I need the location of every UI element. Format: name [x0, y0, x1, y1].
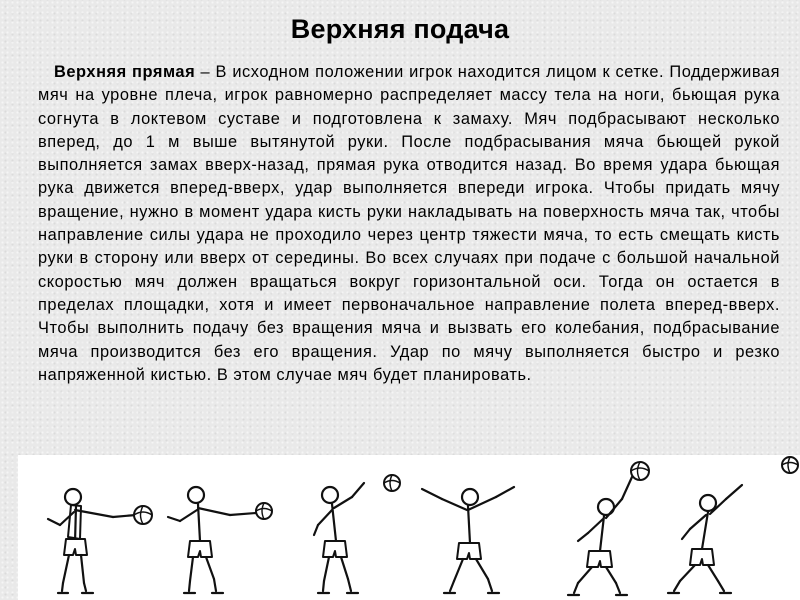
player-figure-4 — [422, 487, 514, 593]
ball-2 — [256, 503, 272, 519]
player-figure-6 — [668, 485, 742, 593]
ball-6 — [782, 457, 798, 473]
serve-sequence-illustration — [18, 455, 800, 600]
player-figure-3 — [314, 483, 364, 593]
slide-title: Верхняя подача — [290, 14, 510, 44]
player-figure-2 — [168, 487, 256, 593]
ball-3 — [384, 475, 400, 491]
body-paragraph — [38, 61, 780, 387]
player-figure-1 — [48, 489, 136, 593]
ball-1 — [134, 506, 152, 524]
serve-sequence-drawing — [18, 455, 800, 600]
player-figure-5 — [568, 477, 632, 595]
ball-5 — [631, 462, 649, 480]
paragraph-text: – В исходном положении игрок находится лицом к сетке. Поддерживая мяч на уровне плеча, игрок равномерно распределяет массу тела на ноги, бьющая рука согнута в локтевом суставе и подготовлена к замаху. Мяч подбрасывают несколько вперед, до 1 м выше вытянутой руки. После подбрасывания мяча бьющей рукой выполняется замах вверх-назад, прямая рука отводится назад. Во время удара бьющая рука движется вперед-вверх, удар выполняется впереди игрока. Чтобы придать мячу вращение, нужно в момент удара кисть руки накладывать на поверхность мяча так, чтобы направление силы удара не проходило через центр тяжести мяча, то есть смещать кисть руки в сторону или вверх от середины. Во всех случаях при подаче с большой начальной скоростью мяч должен вращаться вокруг горизонтальной оси. Тогда он остается в пределах площадки, хотя и имеет первоначальное направление полета вперед-вверх. Чтобы выполнить подачу без вращения мяча и вызвать его колебания, подбрасывание мяча производится без его вращения. Удар по мячу выполняется быстро и резко напряженной кистью. В этом случае мяч будет планировать. — [38, 63, 780, 384]
paragraph-lead: Верхняя прямая — [54, 63, 196, 81]
